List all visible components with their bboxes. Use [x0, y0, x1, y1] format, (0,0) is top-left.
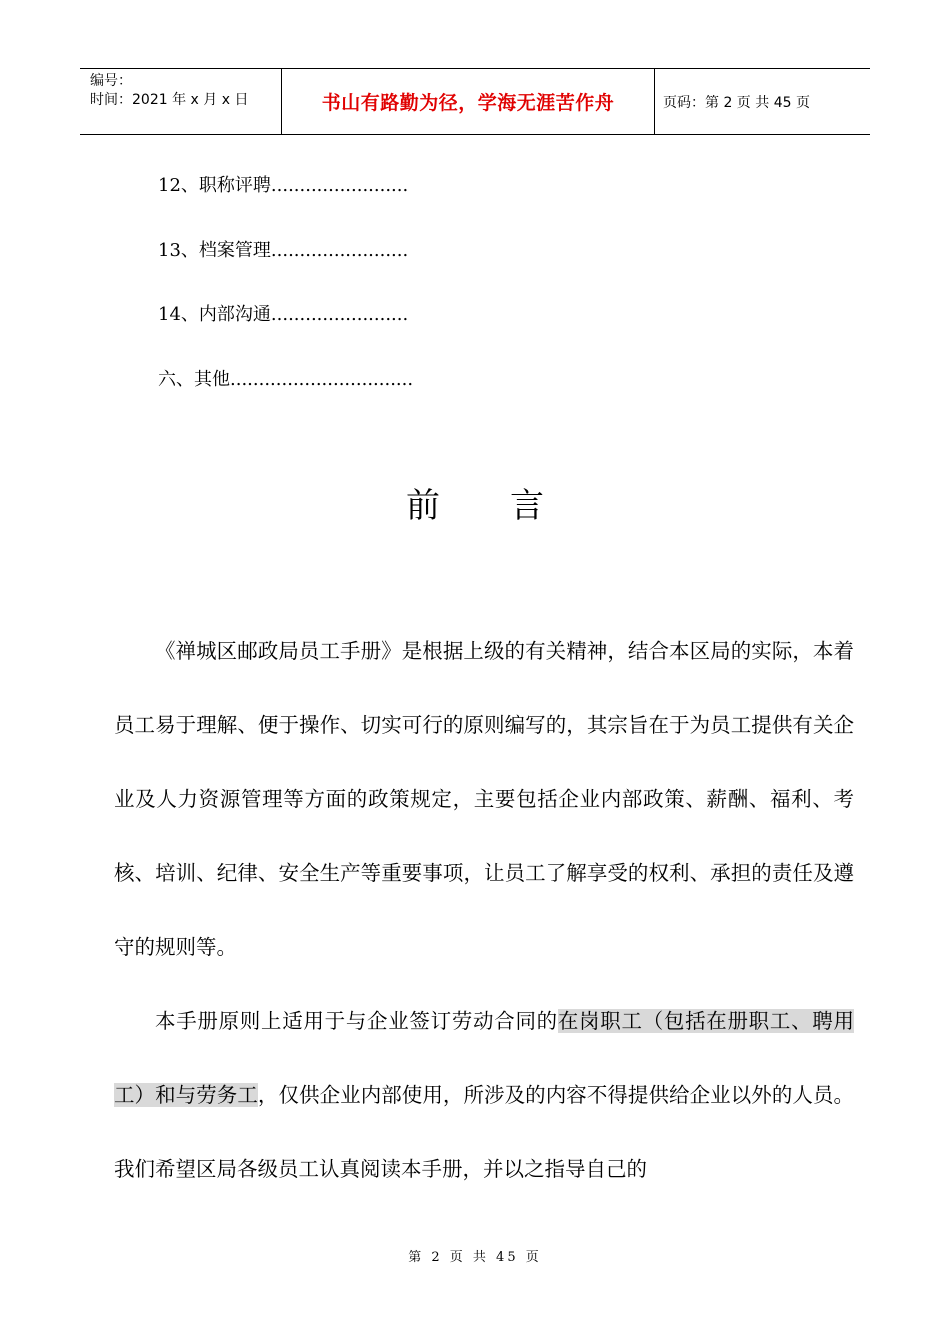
- section-title-char: 前: [406, 486, 440, 526]
- table-of-contents: [158, 168, 413, 426]
- preface-body: [114, 614, 854, 1206]
- preface-paragraph-2: [114, 984, 854, 1206]
- highlighted-text: 在岗职工（包括在册职工、聘用工）和与劳务工: [114, 1009, 854, 1107]
- paragraph-text: 本手册原则上适用于与企业签订劳动合同的: [155, 1009, 558, 1033]
- page-header: [80, 68, 870, 135]
- header-motto: 书山有路勤为径，学海无涯苦作舟: [282, 69, 655, 134]
- header-meta: [80, 69, 282, 134]
- toc-item: 13、档案管理........................: [158, 239, 409, 261]
- header-page-info: 页码：第 2 页 共 45 页: [663, 94, 810, 111]
- page-footer: 第 2 页 共 45 页: [408, 1250, 542, 1265]
- section-title: [0, 478, 950, 527]
- section-title-char: 言: [510, 486, 544, 526]
- toc-item: 12、职称评聘........................: [158, 175, 409, 196]
- toc-item: 14、内部沟通........................: [158, 304, 409, 325]
- toc-item: 六、其他................................: [158, 368, 414, 390]
- paragraph-text: ，仅供企业内部使用，所涉及的内容不得提供给企业以外的人员。我们希望区局各级员工认真阅读本手册，并以之指导自己的: [114, 1083, 855, 1181]
- document-date: 时间：2021 年 x 月 x 日: [90, 92, 249, 108]
- document-number-label: 编号：: [90, 73, 132, 89]
- preface-paragraph-1: 《禅城区邮政局员工手册》是根据上级的有关精神，结合本区局的实际，本着员工易于理解、便于操作、切实可行的原则编写的，其宗旨在于为员工提供有关企业及人力资源管理等方面的政策规定，主要包括企业内部政策、薪酬、福利、考核、培训、纪律、安全生产等重要事项，让员工了解享受的权利、承担的责任及遵守的规则等。: [114, 639, 854, 959]
